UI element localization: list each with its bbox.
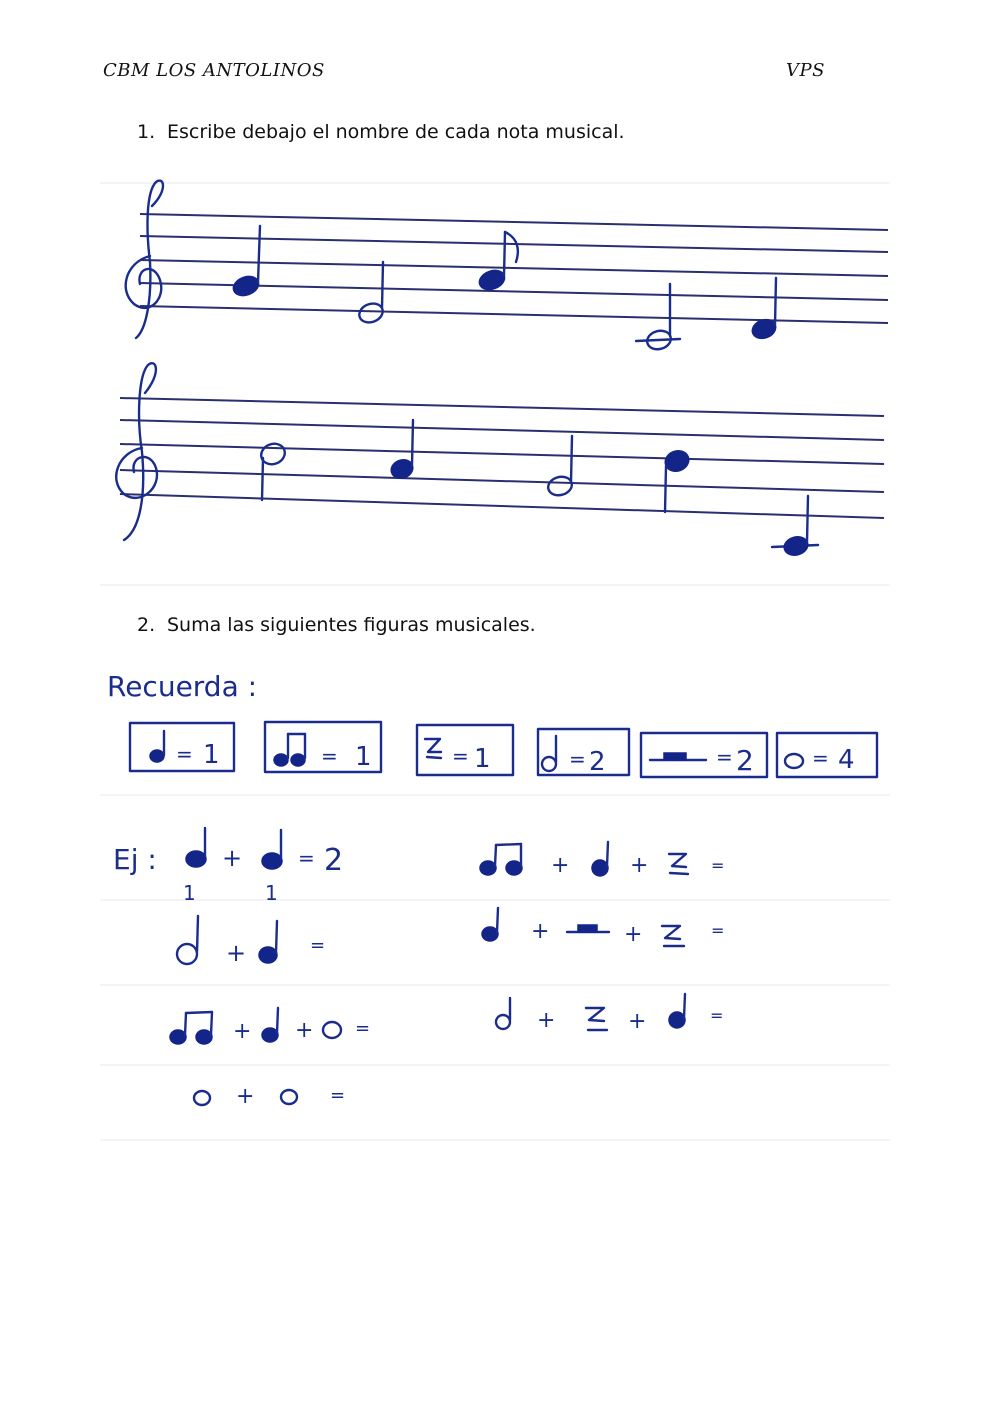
equivalence-box xyxy=(538,729,629,777)
sum-exercise xyxy=(496,994,723,1034)
quarter-rest-icon xyxy=(669,854,688,874)
sum-exercise xyxy=(480,842,724,878)
half-rest-icon xyxy=(578,925,597,932)
equivalence-value: 1 xyxy=(355,742,372,772)
example-value: 1 xyxy=(183,881,196,905)
plus-sign: + xyxy=(295,1018,314,1043)
equivalence-value: 2 xyxy=(589,747,606,777)
half-rest-icon xyxy=(664,753,686,760)
exercise-2-text: Suma las siguientes figuras musicales. xyxy=(167,614,536,636)
equivalence-value: 4 xyxy=(838,745,855,775)
equivalence-box xyxy=(417,725,513,775)
treble-clef-icon xyxy=(116,363,157,540)
exercise-1-number: 1. xyxy=(137,121,156,143)
equals-sign: = xyxy=(355,1018,371,1039)
example-value: 1 xyxy=(265,881,278,905)
plus-sign: + xyxy=(624,922,643,947)
equivalence-box xyxy=(265,722,381,772)
equals-sign: = xyxy=(710,1006,724,1025)
note-eighth xyxy=(477,232,518,293)
staff-2 xyxy=(116,363,884,558)
equals-sign: = xyxy=(321,744,338,768)
sum-exercise xyxy=(177,916,325,967)
sum-exercise xyxy=(170,1008,370,1044)
quarter-rest-icon xyxy=(586,1008,607,1030)
plus-sign: + xyxy=(628,1009,647,1034)
equals-sign: = xyxy=(330,1085,346,1106)
equivalence-value: 2 xyxy=(736,744,754,777)
equals-sign: = xyxy=(298,846,315,870)
plus-sign: + xyxy=(531,919,550,944)
equals-sign: = xyxy=(812,746,829,770)
example-result: 2 xyxy=(324,843,344,878)
equals-sign: = xyxy=(711,921,725,940)
note-half xyxy=(357,262,386,326)
plus-sign: + xyxy=(551,853,570,878)
plus-sign: + xyxy=(630,853,649,878)
note-half xyxy=(258,440,287,500)
sum-exercise xyxy=(482,908,724,947)
note-half xyxy=(546,436,574,498)
equals-sign: = xyxy=(569,747,586,771)
plus-sign: + xyxy=(236,1084,255,1109)
equivalence-value: 1 xyxy=(203,740,220,770)
plus-sign: + xyxy=(233,1019,252,1044)
exercise-2-number: 2. xyxy=(137,614,156,636)
recuerda-title: Recuerda : xyxy=(107,670,258,703)
example-sum xyxy=(183,828,343,905)
teacher-initials: VPS xyxy=(786,60,825,81)
staff-1 xyxy=(126,181,888,352)
plus-sign: + xyxy=(537,1008,556,1033)
school-name: CBM LOS ANTOLINOS xyxy=(103,60,325,81)
equals-sign: = xyxy=(310,935,326,956)
note-quarter xyxy=(662,447,691,512)
plus-sign: + xyxy=(226,939,247,967)
quarter-rest-icon xyxy=(662,926,684,946)
note-quarter-ledger xyxy=(772,496,818,558)
equivalence-value: 1 xyxy=(474,744,491,774)
equals-sign: = xyxy=(711,856,725,875)
plus-sign: + xyxy=(222,844,243,872)
exercise-1-text: Escribe debajo el nombre de cada nota musical. xyxy=(167,121,625,143)
equals-sign: = xyxy=(452,744,469,768)
equivalence-box xyxy=(777,733,877,777)
sum-exercise xyxy=(194,1084,345,1109)
quarter-rest-icon xyxy=(425,739,441,758)
equals-sign: = xyxy=(716,745,733,769)
equals-sign: = xyxy=(176,742,193,766)
example-label: Ej : xyxy=(113,843,157,876)
equivalence-box xyxy=(641,733,767,777)
note-quarter xyxy=(750,278,779,342)
equivalence-box xyxy=(130,723,234,771)
